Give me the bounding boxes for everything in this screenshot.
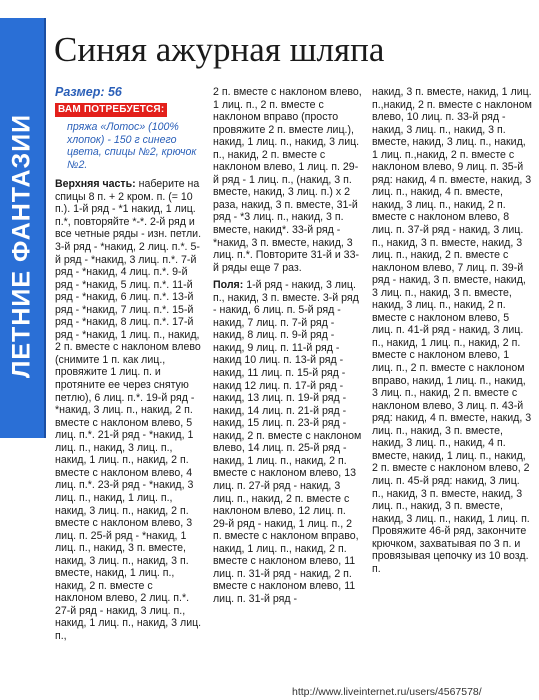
page-title: Синяя ажурная шляпа bbox=[54, 30, 385, 69]
crown-instructions bbox=[55, 178, 203, 642]
crown-continued: 2 п. вместе с наклоном влево, 1 лиц. п., 2 п. вместе с наклоном вправо (просто провяжите 2 п. вместе лиц.), накид, 1 лиц. п., накид, 3 лиц. п., накид, 2 п. вместе с наклоном влево, 1 лиц. п. 29-й ряд - 1 лиц. п., (накид, 3 п. вместе, накид, 3 лиц. п.) х 2 раза, накид, 3 п. вместе, 31-й ряд - *3 лиц. п., накид, 3 п. вместе, накид*. 33-й ряд - *накид, 3 п. вместе, накид, 3 лиц. п.*. Повторите 31-й и 33-й ряды еще 7 раз. bbox=[213, 86, 362, 274]
column-3 bbox=[372, 86, 532, 580]
section-label: ЛЕТНИЕ ФАНТАЗИИ bbox=[7, 113, 36, 379]
materials-text: пряжа «Лотос» (100% хлопок) - 150 г синего цвета, спицы №2, крючок №2. bbox=[67, 121, 197, 171]
crown-heading: Верхняя часть: bbox=[55, 178, 136, 191]
brim-heading: Поля: bbox=[213, 279, 244, 292]
column-2 bbox=[213, 86, 363, 610]
brim-continued: накид, 3 п. вместе, накид, 1 лиц. п.,накид, 2 п. вместе с наклоном влево, 10 лиц. п. 33-й ряд - накид, 3 лиц. п., накид, 3 п. вместе, накид, 3 лиц. п., накид, 1 лиц. п.,накид, 2 п. вместе с наклоном влево, 9 лиц. п. 35-й ряд: накид, 4 п. вместе, накид, 3 лиц. п., накид, 4 п. вместе, накид, 3 лиц. п., накид, 2 п. вместе с наклоном влево, 8 лиц. п. 37-й ряд - накид, 3 лиц. п., накид, 3 п. вместе, накид, 3 лиц. п., накид, 2 п. вместе с наклоном влево, 7 лиц. п. 39-й ряд - накид, 3 п. вместе, накид, 3 лиц. п., накид, 3 п. вместе, накид, 3 лиц. п., накид, 2 п. вместе с наклоном влево, 5 лиц. п. 41-й ряд - накид, 3 лиц. п., накид, 1 лиц. п., накид, 2 п. вместе с наклоном влево, 1 лиц. п., 2 п. вместе с наклоном вправо, накид, 1 лиц. п., накид, 3 лиц. п., накид, 2 п. вместе с наклоном влево, 3 лиц. п. 43-й ряд: накид, 4 п. вместе, накид, 3 лиц. п., накид, 3 п. вместе, накид, 3 лиц. п., накид, 4 п. вместе, накид, 1 лиц. п., накид, 2 п. вместе с наклоном влево, 2 лиц. п. 45-й ряд: накид, 3 лиц. п., накид, 3 п. вместе, накид, 3 лиц. п., накид, 3 п. вместе, накид, 3 лиц. п., накид, 1 лиц. п. Провяжите 46-й ряд, закончите крючком, захватывая по 3 п. и провязывая цепочку из 10 возд. п. bbox=[372, 86, 532, 575]
source-url[interactable]: http://www.liveinternet.ru/users/4567578/ bbox=[292, 686, 482, 698]
column-1 bbox=[55, 86, 203, 648]
crown-text: наберите на спицы 8 п. + 2 кром. п. (= 10 п.). 1-й ряд - *1 накид, 1 лиц. п.*, повторяйте *-*. 2-й ряд и все четные ряды - изн. петли. 3-й ряд - *накид, 2 лиц. п.*. 5-й ряд - *накид, 3 лиц. п.*. 7-й ряд - *накид, 4 лиц. п.*. 9-й ряд - *накид, 5 лиц. п.*. 11-й ряд - *накид, 6 лиц. п.*. 13-й ряд - *накид, 7 лиц. п.*. 15-й ряд - *накид, 8 лиц. п.*. 17-й ряд - *накид, 1 лиц. п., накид, 2 п. вместе с наклоном влево (снимите 1 п. как лиц., провяжите 1 лиц. п. и протяните ее через снятую петлю), 6 лиц. п.*. 19-й ряд - *накид, 3 лиц. п., накид, 2 п. вместе с наклоном влево, 5 лиц. п.*. 21-й ряд - *накид, 1 лиц. п., накид, 3 лиц. п., накид, 1 лиц. п., накид, 2 п. вместе с наклоном влево, 4 лиц. п.*. 23-й ряд - *накид, 3 лиц. п., накид, 1 лиц. п., накид, 3 лиц. п., накид, 2 п. вместе с наклоном влево, 3 лиц. п. 25-й ряд - *накид, 1 лиц. п., накид, 3 п. вместе, накид, 3 лиц. п., накид, 3 п. вместе, накид, 1 лиц. п., накид, 2 п. вместе с наклоном влево, 2 лиц. п.*. 27-й ряд - накид, 3 лиц. п., накид, 1 лиц. п., накид, 3 лиц. п., bbox=[55, 178, 202, 642]
brim-instructions bbox=[213, 279, 363, 605]
brim-text: 1-й ряд - накид, 3 лиц. п., накид, 3 п. вместе. 3-й ряд - накид, 6 лиц. п. 5-й ряд - накид, 7 лиц. п. 7-й ряд - накид, 8 лиц. п. 9-й ряд - накид, 9 лиц. п. 11-й ряд - накид 10 лиц. п. 13-й ряд - накид, 11 лиц. п. 15-й ряд - накид 12 лиц. п. 17-й ряд - накид, 13 лиц. п. 19-й ряд - накид, 14 лиц. п. 21-й ряд - накид, 15 лиц. п. 23-й ряд - накид, 2 п. вместе с наклоном влево, 14 лиц. п. 25-й ряд - накид, 1 лиц. п., накид, 2 п. вместе с наклоном влево, 13 лиц. п. 27-й ряд - накид, 3 лиц. п., накид, 2 п. вместе с наклоном влево, 12 лиц. п. 29-й ряд - накид, 1 лиц. п., 2 п. вместе с наклоном вправо, накид, 1 лиц. п., накид, 2 п. вместе с наклоном влево, 11 лиц. п. 31-й ряд - накид, 2 п. вместе с наклоном влево, 11 лиц. п. 31-й ряд - bbox=[213, 279, 362, 605]
section-sidebar bbox=[0, 18, 46, 438]
materials-badge: ВАМ ПОТРЕБУЕТСЯ: bbox=[55, 103, 167, 118]
size-label: Размер: 56 bbox=[55, 85, 122, 99]
